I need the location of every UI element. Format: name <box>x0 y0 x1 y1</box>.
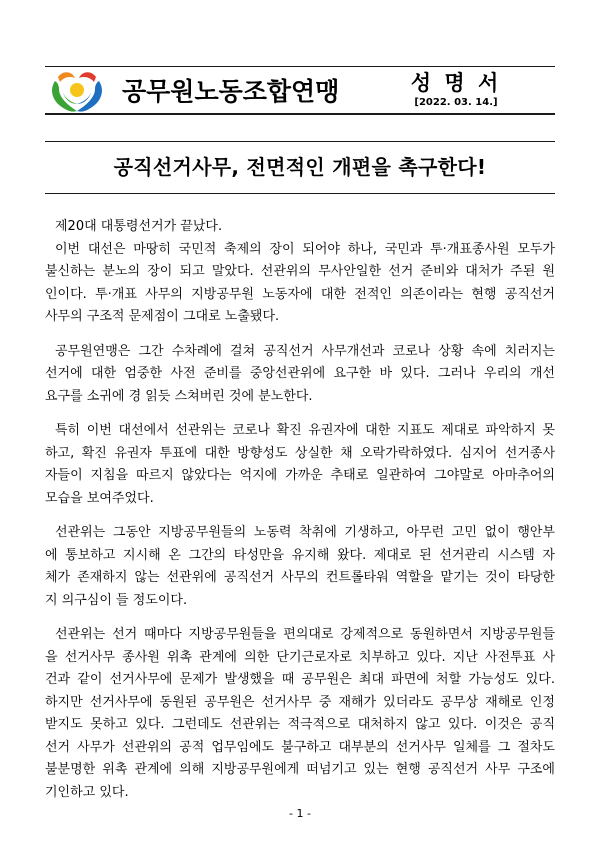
paragraph-line: 요구를 소귀에 경 읽듯 스쳐버린 것에 분노한다. <box>45 388 313 404</box>
union-logo-icon <box>48 68 106 114</box>
paragraph-line: 체가 존재하지 않는 선관위에 공직선거 사무의 컨트롤타워 역할을 맡기는 것이 타당한 <box>45 570 555 585</box>
paragraph-line: 기인하고 있다. <box>45 784 129 800</box>
paragraph-line: 사무의 구조적 문제점이 그대로 노출됐다. <box>45 309 280 324</box>
paragraph-line: 자들이 지침을 따르지 않았다는 억지에 가까운 추태로 일관하여 그야말로 아마추어의 <box>45 468 555 483</box>
paragraph-line: 받지도 못하고 있다. 그런데도 선관위는 적극적으로 대처하지 않고 있다. 이것은 공직 <box>45 717 555 732</box>
paragraph-line: 불분명한 위촉 관계에 의해 지방공무원에게 떠넘기고 있는 현행 공직선거 사무 구조에 <box>45 762 555 777</box>
paragraph-line: 제20대 대통령선거가 끝났다. <box>55 219 223 234</box>
paragraph-line: 이번 대선은 마땅히 국민적 축제의 장이 되어야 하나, 국민과 투·개표종사원 모두가 <box>55 241 555 257</box>
org-name: 공무원노동조합연맹 <box>122 77 340 106</box>
paragraph <box>45 341 555 409</box>
paragraph-line: 하고, 확진 유권자 투표에 대한 방향성도 상실한 채 오락가락하였다. 심지어 선거종사 <box>45 445 555 461</box>
paragraph-line: 선거에 대한 엄중한 사전 준비를 중앙선관위에 요구한 바 있다. 그러나 우리의 개선 <box>45 366 555 381</box>
header-bottom-rule <box>45 113 555 115</box>
statement-body <box>45 216 555 804</box>
paragraph <box>45 239 555 329</box>
paragraph <box>45 420 555 510</box>
header-top-rule <box>45 66 555 67</box>
paragraph-line: 건과 같이 선거사무에 문제가 발생했을 때 공무원은 최대 파면에 처할 가능성도 있다. <box>45 672 555 687</box>
document-type: 성 명 서 <box>410 71 502 95</box>
paragraph <box>45 624 555 804</box>
paragraph-line: 에 통보하고 지시해 온 그간의 타성만을 유지해 왔다. 제대로 된 선거관리 시스템 자 <box>45 547 555 563</box>
paragraph-line: 선관위는 선거 때마다 지방공무원들을 편의대로 강제적으로 동원하면서 지방공무원들 <box>55 627 555 642</box>
title-top-rule <box>45 141 555 142</box>
statement-title: 공직선거사무, 전면적인 개편을 촉구한다! <box>113 155 487 179</box>
paragraph-line: 선거 사무가 선관위의 공적 업무임에도 불구하고 대부분의 선거사무 일체를 그 절차도 <box>45 739 555 755</box>
paragraph-line: 선관위는 그동안 지방공무원들의 노동력 착취에 기생하고, 아무런 고민 없이 행안부 <box>55 525 555 540</box>
document-date: [2022. 03. 14.] <box>414 97 498 108</box>
paragraph-line: 인이다. 투·개표 사무의 지방공무원 노동자에 대한 전적인 의존이라는 현행 공직선거 <box>45 286 555 302</box>
paragraph <box>45 522 555 612</box>
page-number: - 1 - <box>289 807 311 820</box>
title-bottom-rule <box>45 193 555 194</box>
paragraph-line: 지 의구심이 들 정도이다. <box>45 592 188 608</box>
paragraph-line: 을 선거사무 종사원 위촉 관계에 의한 단기근로자로 치부하고 있다. 지난 사전투표 사 <box>45 649 555 665</box>
paragraph <box>45 216 555 239</box>
paragraph-line: 불신하는 분노의 장이 되고 말았다. 선관위의 무사안일한 선거 준비와 대처가 주된 원 <box>45 264 555 279</box>
paragraph-line: 모습을 보여주었다. <box>45 490 154 506</box>
paragraph-line: 공무원연맹은 그간 수차례에 걸쳐 공직선거 사무개선과 코로나 상황 속에 치러지는 <box>55 343 555 359</box>
paragraph-line: 특히 이번 대선에서 선관위는 코로나 확진 유권자에 대한 지표도 제대로 파악하지 못 <box>55 423 555 438</box>
paragraph-line: 하지만 선거사무에 동원된 공무원은 선거사무 중 재해가 있더라도 공무상 재해로 인정 <box>45 694 555 710</box>
